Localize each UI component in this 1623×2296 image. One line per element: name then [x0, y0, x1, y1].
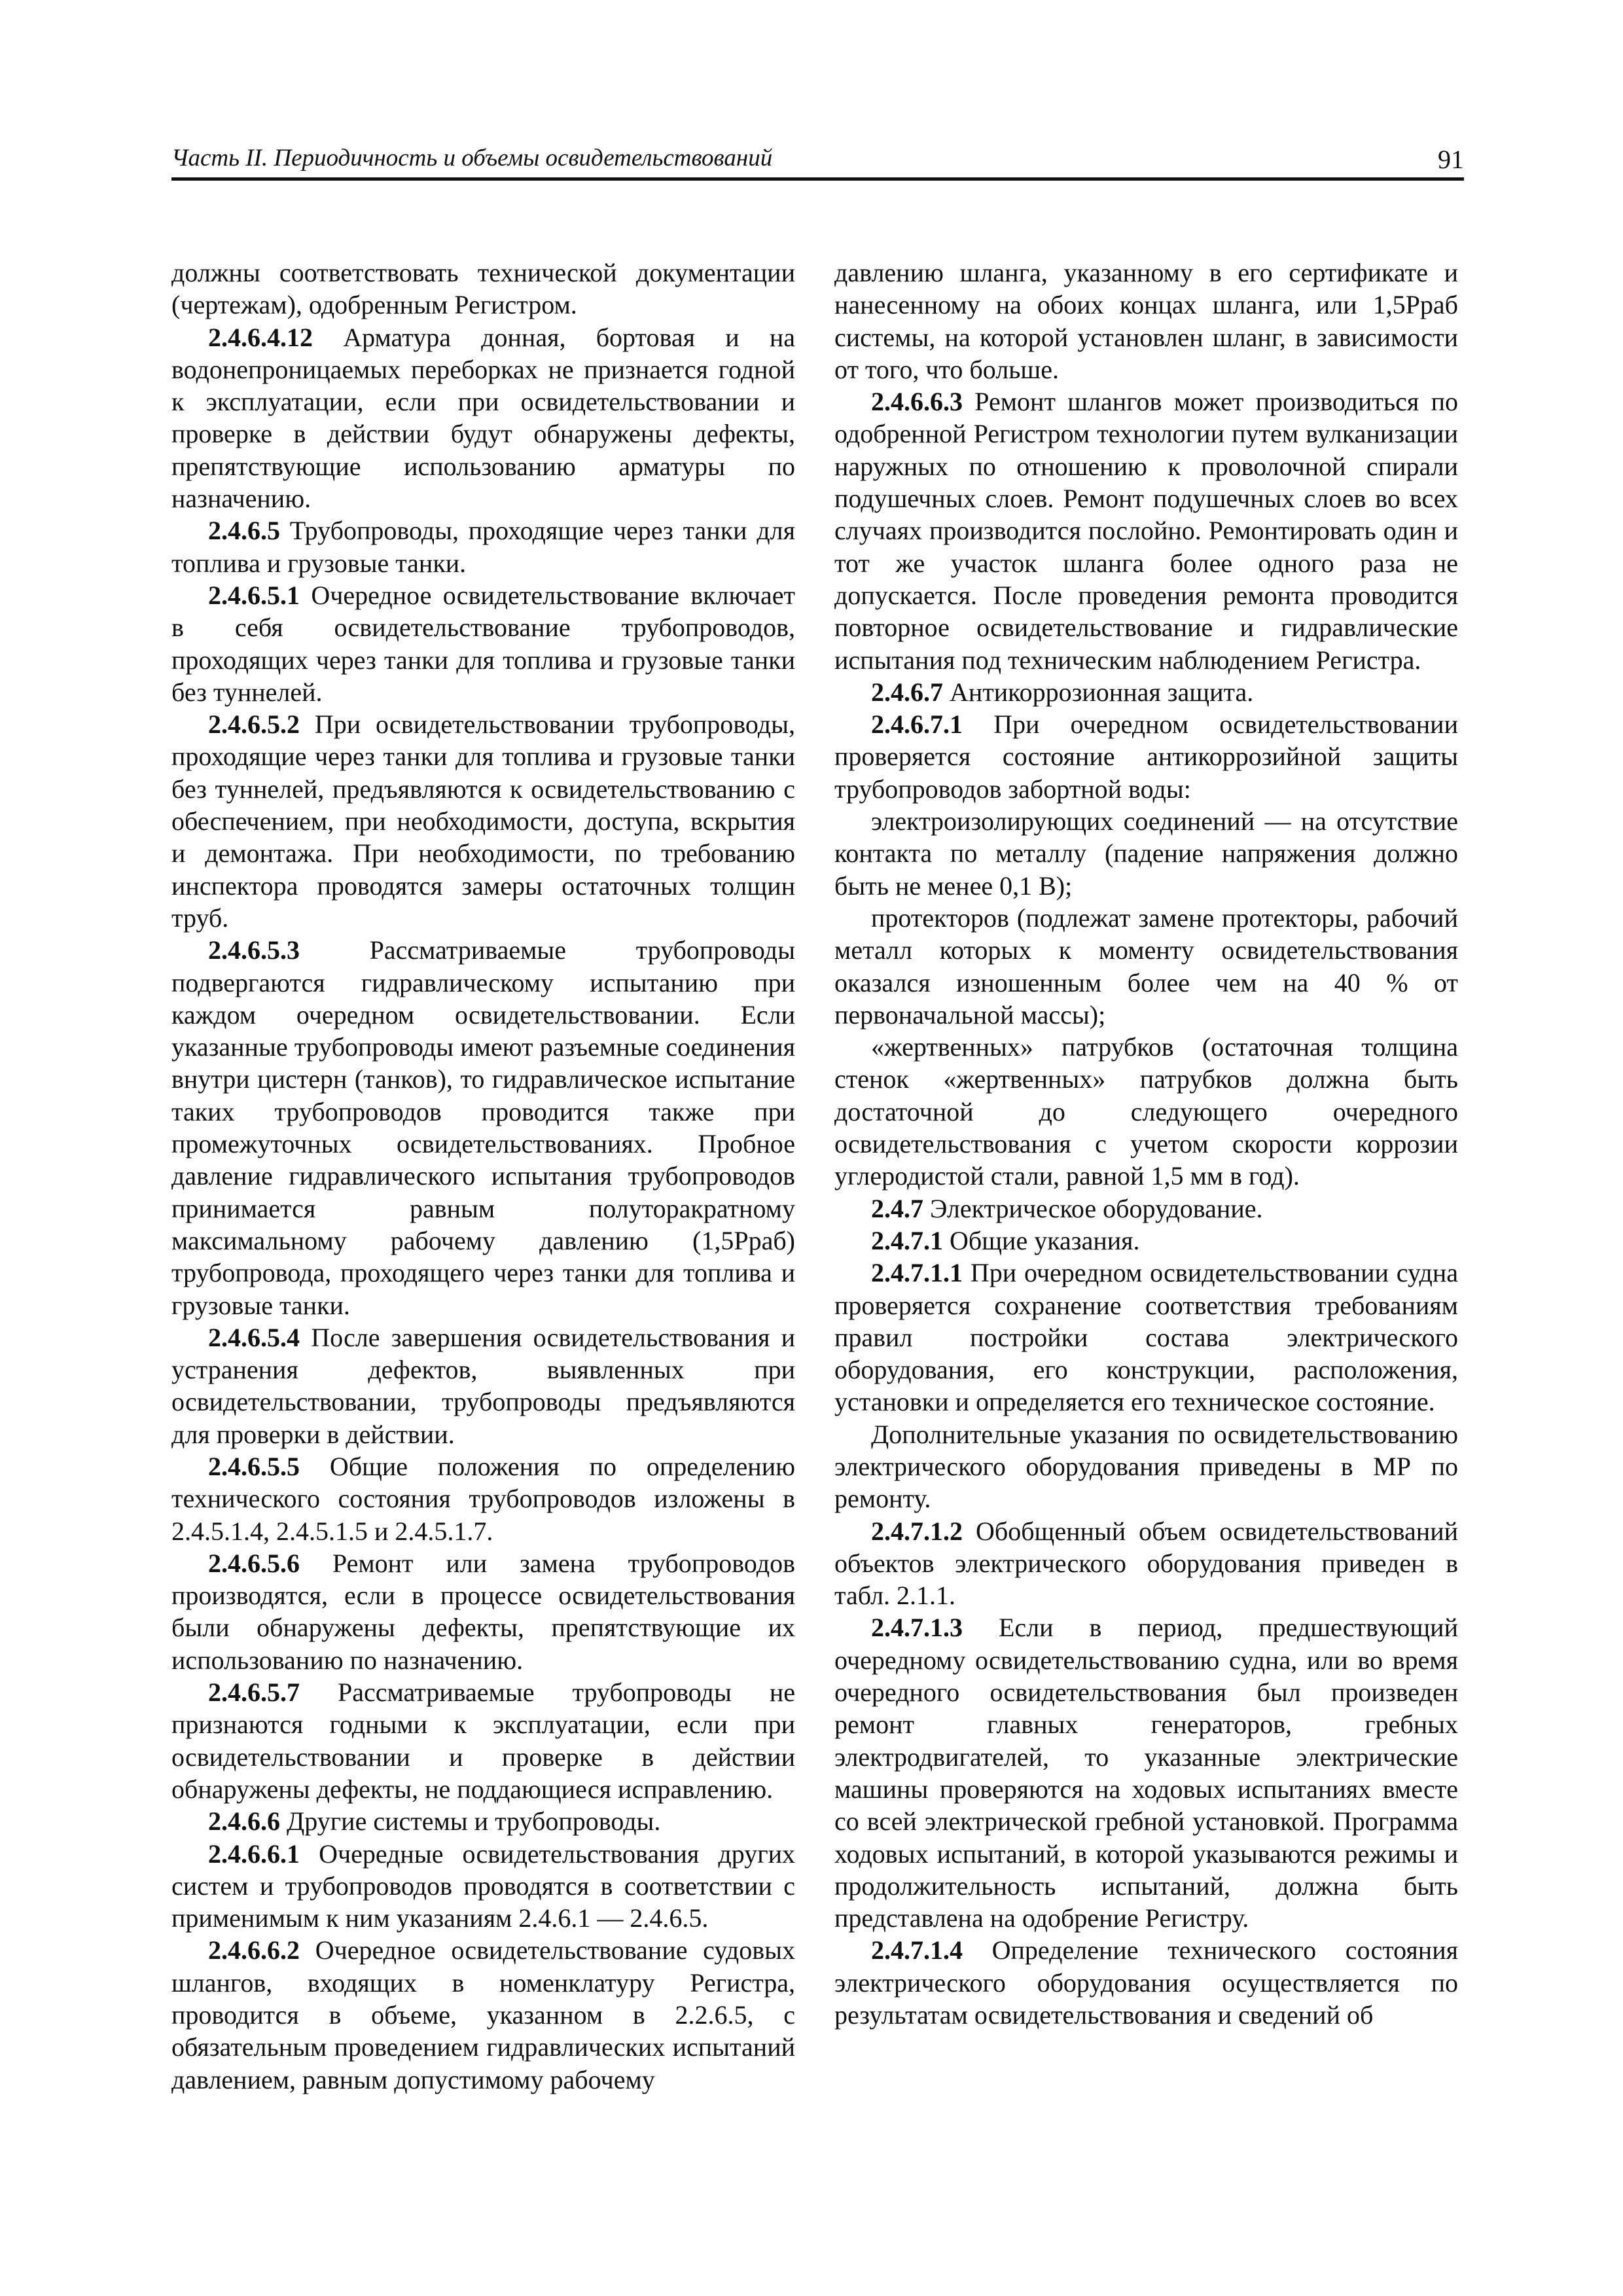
clause-number: 2.4.6.5.5 — [208, 1451, 300, 1481]
clause-number: 2.4.7.1.1 — [871, 1258, 963, 1288]
clause-number: 2.4.6.6.1 — [208, 1839, 300, 1869]
clause-number: 2.4.7.1 — [871, 1225, 943, 1255]
paragraph: 2.4.6.6.1 Очередные освидетельствования других систем и трубопроводов проводятся в соответствии с применимым к ним указаниям 2.4.6.1 — 2.4.6.5. — [171, 1839, 795, 1933]
clause-number: 2.4.6.6.3 — [871, 387, 963, 417]
paragraph: 2.4.6.5.4 После завершения освидетельствования и устранения дефектов, выявленных при освидетельствовании, трубопроводы предъявляются для проверки в действии. — [171, 1322, 795, 1449]
paragraph: 2.4.7.1.4 Определение технического состояния электрического оборудования осуществляется по результатам освидетельствования и сведений об — [834, 1935, 1458, 2030]
clause-number: 2.4.6.6 — [208, 1806, 280, 1837]
paragraph: 2.4.7 Электрическое оборудование. — [871, 1193, 1263, 1223]
clause-number: 2.4.7.1.3 — [871, 1613, 963, 1643]
paragraph: 2.4.7.1 Общие указания. — [871, 1225, 1140, 1255]
paragraph: 2.4.6.6 Другие системы и трубопроводы. — [208, 1806, 661, 1837]
clause-number: 2.4.7 — [871, 1193, 923, 1223]
left-column — [171, 257, 795, 2096]
paragraph: 2.4.6.5.3 Рассматриваемые трубопроводы подвергаются гидравлическому испытанию при каждом очередном освидетельствовании. Если указанные трубопроводы имеют разъемные соединения внутри цистерн (танков), то гидравлическое испытание таких трубопроводов проводится также при промежуточных освидетельствованиях. Пробное давление гидравлического испытания трубопроводов принимается равным полуторакратному максимальному рабочему давлению (1,5Pраб) трубопровода, проходящего через танки для топлива и грузовые танки. — [171, 935, 795, 1320]
paragraph: 2.4.6.7.1 При очередном освидетельствовании проверяется состояние антикоррозийной защиты трубопроводов забортной воды: — [834, 709, 1458, 804]
paragraph: 2.4.7.1.2 Обобщенный объем освидетельствований объектов электрического оборудования приведен в табл. 2.1.1. — [834, 1516, 1458, 1611]
paragraph: 2.4.6.5.5 Общие положения по определению технического состояния трубопроводов изложены в 2.4.5.1.4, 2.4.5.1.5 и 2.4.5.1.7. — [171, 1451, 795, 1546]
clause-number: 2.4.6.5 — [208, 516, 280, 546]
clause-number: 2.4.6.4.12 — [208, 322, 313, 352]
paragraph: 2.4.7.1.1 При очередном освидетельствовании судна проверяется сохранение соответствия требованиям правил постройки состава электрического оборудования, его конструкции, расположения, установки и определяется его техническое состояние. — [834, 1258, 1458, 1417]
paragraph: 2.4.6.4.12 Арматура донная, бортовая и на водонепроницаемых переборках не признается годной к эксплуатации, если при освидетельствовании и проверке в действии будут обнаружены дефекты, препятствующие использованию арматуры по назначению. — [171, 322, 795, 514]
paragraph: должны соответствовать технической документации (чертежам), одобренным Регистром. — [171, 258, 795, 320]
page-header — [171, 144, 1464, 181]
paragraph: 2.4.6.6.2 Очередное освидетельствование судовых шлангов, входящих в номенклатуру Регистра, проводится в объеме, указанном в 2.2.6.5, с обязательным проведением гидравлических испытаний давлением, равным допустимому рабочему — [171, 1935, 795, 2094]
clause-number: 2.4.6.5.4 — [208, 1322, 300, 1352]
clause-number: 2.4.6.7.1 — [871, 709, 963, 740]
paragraph: 2.4.6.5.1 Очередное освидетельствование включает в себя освидетельствование трубопроводов, проходящих через танки для топлива и грузовые танки без туннелей. — [171, 580, 795, 707]
paragraph: 2.4.6.5.2 При освидетельствовании трубопроводы, проходящие через танки для топлива и грузовые танки без туннелей, предъявляются к освидетельствованию с обеспечением, при необходимости, доступа, вскрытия и демонтажа. При необходимости, по требованию инспектора проводятся замеры остаточных толщин труб. — [171, 709, 795, 933]
paragraph: Дополнительные указания по освидетельствованию электрического оборудования приведены в МР по ремонту. — [834, 1419, 1458, 1514]
clause-number: 2.4.6.7 — [871, 677, 943, 707]
clause-number: 2.4.7.1.4 — [871, 1935, 963, 1965]
clause-number: 2.4.6.5.3 — [208, 935, 300, 965]
clause-number: 2.4.6.5.7 — [208, 1677, 300, 1708]
paragraph: 2.4.6.5.6 Ремонт или замена трубопроводов производятся, если в процессе освидетельствования были обнаружены дефекты, препятствующие их использованию по назначению. — [171, 1548, 795, 1675]
paragraph: 2.4.6.5 Трубопроводы, проходящие через танки для топлива и грузовые танки. — [171, 516, 795, 578]
paragraph: электроизолирующих соединений — на отсутствие контакта по металлу (падение напряжения должно быть не менее 0,1 В); — [834, 806, 1458, 901]
clause-number: 2.4.7.1.2 — [871, 1516, 963, 1546]
header-rule — [171, 177, 1464, 181]
paragraph: 2.4.7.1.3 Если в период, предшествующий очередному освидетельствованию судна, или во время очередного освидетельствования был произведен ремонт главных генераторов, гребных электродвигателей, то указанные электрические машины проверяются на ходовых испытаниях вместе со всей электрической гребной установкой. Программа ходовых испытаний, в которой указываются режимы и продолжительность испытаний, должна быть представлена на одобрение Регистру. — [834, 1613, 1458, 1933]
paragraph: протекторов (подлежат замене протекторы, рабочий металл которых к моменту освидетельствования оказался изношенным более чем на 40 % от первоначальной массы); — [834, 903, 1458, 1030]
paragraph: «жертвенных» патрубков (остаточная толщина стенок «жертвенных» патрубков должна быть достаточной до следующего очередного освидетельствования с учетом скорости коррозии углеродистой стали, равной 1,5 мм в год). — [834, 1032, 1458, 1191]
clause-number: 2.4.6.5.1 — [208, 580, 300, 610]
paragraph: 2.4.6.6.3 Ремонт шлангов может производиться по одобренной Регистром технологии путем вулканизации наружных по отношению к проволочной спирали подушечных слоев. Ремонт подушечных слоев во всех случаях производится послойно. Ремонтировать один и тот же участок шланга более одного раза не допускается. После проведения ремонта проводится повторное освидетельствование и гидравлические испытания под техническим наблюдением Регистра. — [834, 387, 1458, 675]
clause-number: 2.4.6.5.6 — [208, 1548, 300, 1578]
paragraph: 2.4.6.5.7 Рассматриваемые трубопроводы не признаются годными к эксплуатации, если при освидетельствовании и проверке в действии обнаружены дефекты, не поддающиеся исправлению. — [171, 1677, 795, 1804]
clause-number: 2.4.6.6.2 — [208, 1935, 300, 1965]
right-column — [834, 257, 1458, 2031]
page-number: 91 — [1438, 145, 1464, 174]
clause-number: 2.4.6.5.2 — [208, 709, 300, 740]
paragraph: давлению шланга, указанному в его сертификате и нанесенному на обоих концах шланга, или 1,5Pраб системы, на которой установлен шланг, в зависимости от того, что больше. — [834, 258, 1458, 384]
paragraph: 2.4.6.7 Антикоррозионная защита. — [871, 677, 1254, 707]
running-head: Часть II. Периодичность и объемы освидетельствований — [171, 145, 773, 171]
